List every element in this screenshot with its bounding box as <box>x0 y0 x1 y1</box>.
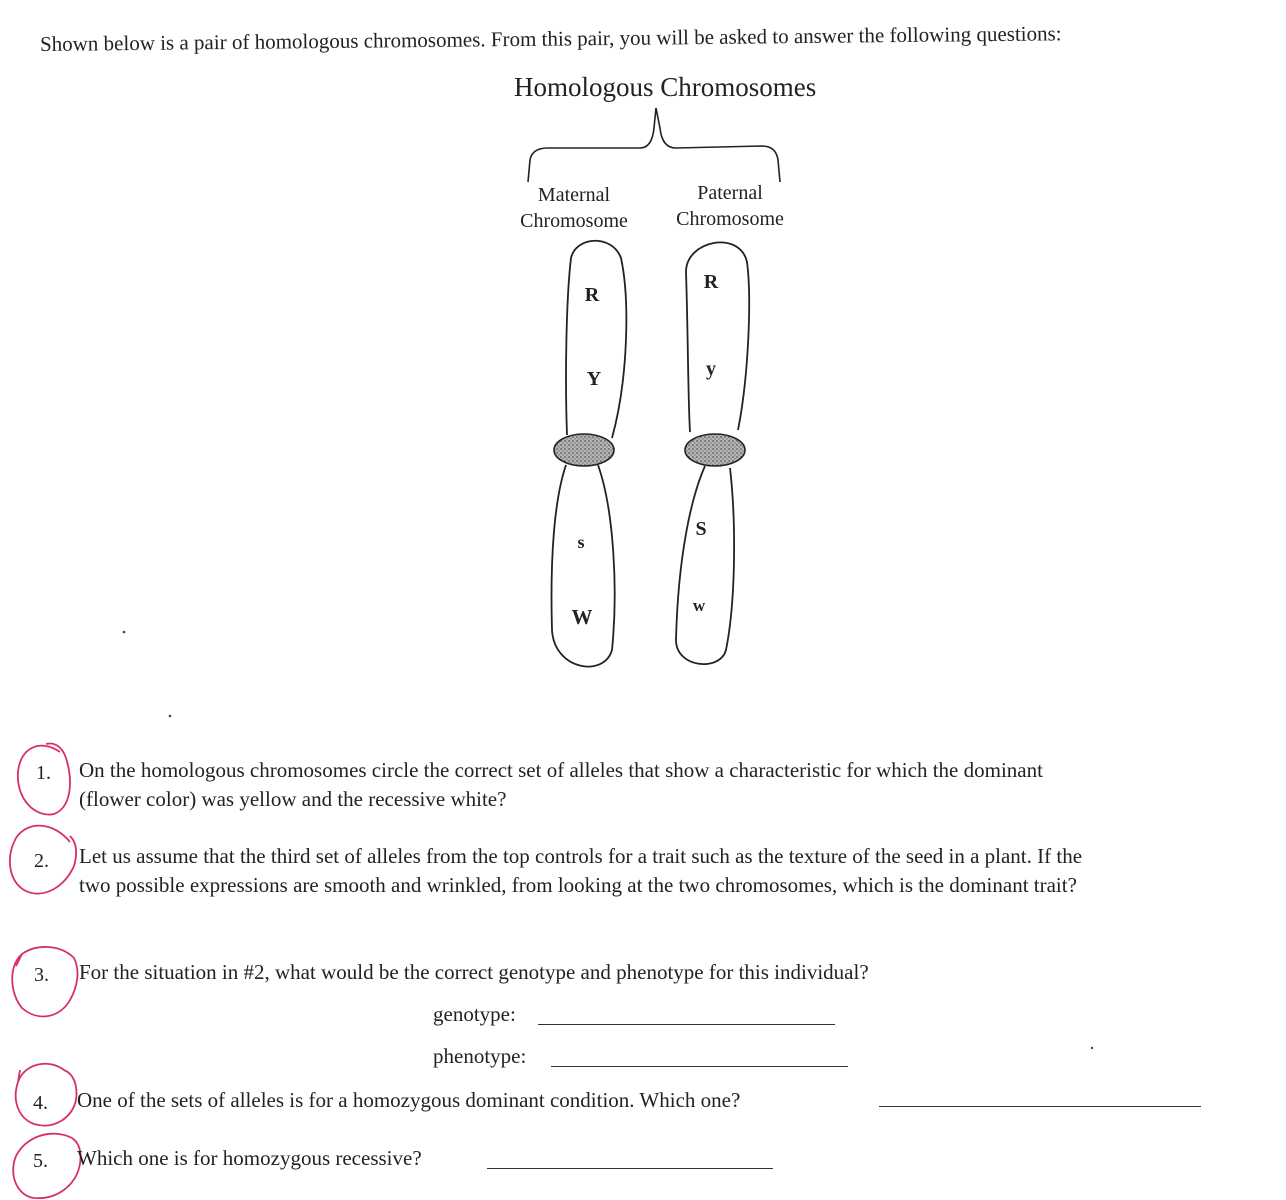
question-4-number: 4. <box>33 1092 48 1114</box>
question-5-number: 5. <box>33 1150 48 1172</box>
paternal-allele-2: y <box>706 358 716 380</box>
maternal-allele-4: W <box>571 605 593 629</box>
genotype-label: genotype: <box>433 1002 516 1026</box>
genotype-answer-line[interactable] <box>538 1024 835 1025</box>
paternal-centromere <box>685 434 745 466</box>
speck <box>1091 1047 1093 1049</box>
maternal-upper-arm <box>566 241 626 438</box>
maternal-label-line1: Maternal <box>537 184 611 206</box>
maternal-lower-arm <box>552 465 615 667</box>
homologous-brace <box>528 108 780 182</box>
paternal-allele-3: S <box>695 518 707 540</box>
paternal-allele-4: w <box>692 596 706 615</box>
question-1-line2: (flower color) was yellow and the recessive white? <box>79 787 507 811</box>
maternal-allele-1: R <box>584 284 600 306</box>
question-1-number: 1. <box>36 762 51 784</box>
maternal-allele-3: s <box>577 532 585 552</box>
diagram-title: Homologous Chromosomes <box>514 72 817 102</box>
maternal-allele-2: Y <box>586 368 602 390</box>
speck <box>123 631 126 634</box>
paternal-allele-1: R <box>703 271 719 293</box>
question-4-answer-line[interactable] <box>879 1106 1201 1107</box>
question-1-line1: On the homologous chromosomes circle the correct set of alleles that show a characteristic for which the dominant <box>79 758 1043 782</box>
paternal-label-line2: Chromosome <box>676 208 784 230</box>
question-5-answer-line[interactable] <box>487 1168 773 1169</box>
phenotype-answer-line[interactable] <box>551 1066 848 1067</box>
question-3-text: For the situation in #2, what would be the correct genotype and phenotype for this individual? <box>79 960 869 984</box>
maternal-label-line2: Chromosome <box>520 210 628 232</box>
question-3-number: 3. <box>34 964 49 986</box>
question-2-line1: Let us assume that the third set of alleles from the top controls for a trait such as the texture of the seed in a plant. If the <box>79 844 1083 868</box>
question-2-text <box>79 842 1082 900</box>
question-2-number: 2. <box>34 850 49 872</box>
phenotype-label: phenotype: <box>433 1044 527 1068</box>
speck <box>169 715 172 718</box>
paternal-label-line1: Paternal <box>697 182 763 204</box>
question-2-line2: two possible expressions are smooth and wrinkled, from looking at the two chromosomes, which is the dominant trait? <box>79 873 1077 897</box>
intro-text: Shown below is a pair of homologous chromosomes. From this pair, you will be asked to answer the following questions: <box>39 21 1062 56</box>
maternal-centromere <box>554 434 614 466</box>
paternal-lower-arm <box>676 466 734 664</box>
question-4-text: One of the sets of alleles is for a homozygous dominant condition. Which one? <box>77 1088 741 1112</box>
question-1-text <box>79 756 1043 814</box>
question-5-text: Which one is for homozygous recessive? <box>77 1146 422 1170</box>
